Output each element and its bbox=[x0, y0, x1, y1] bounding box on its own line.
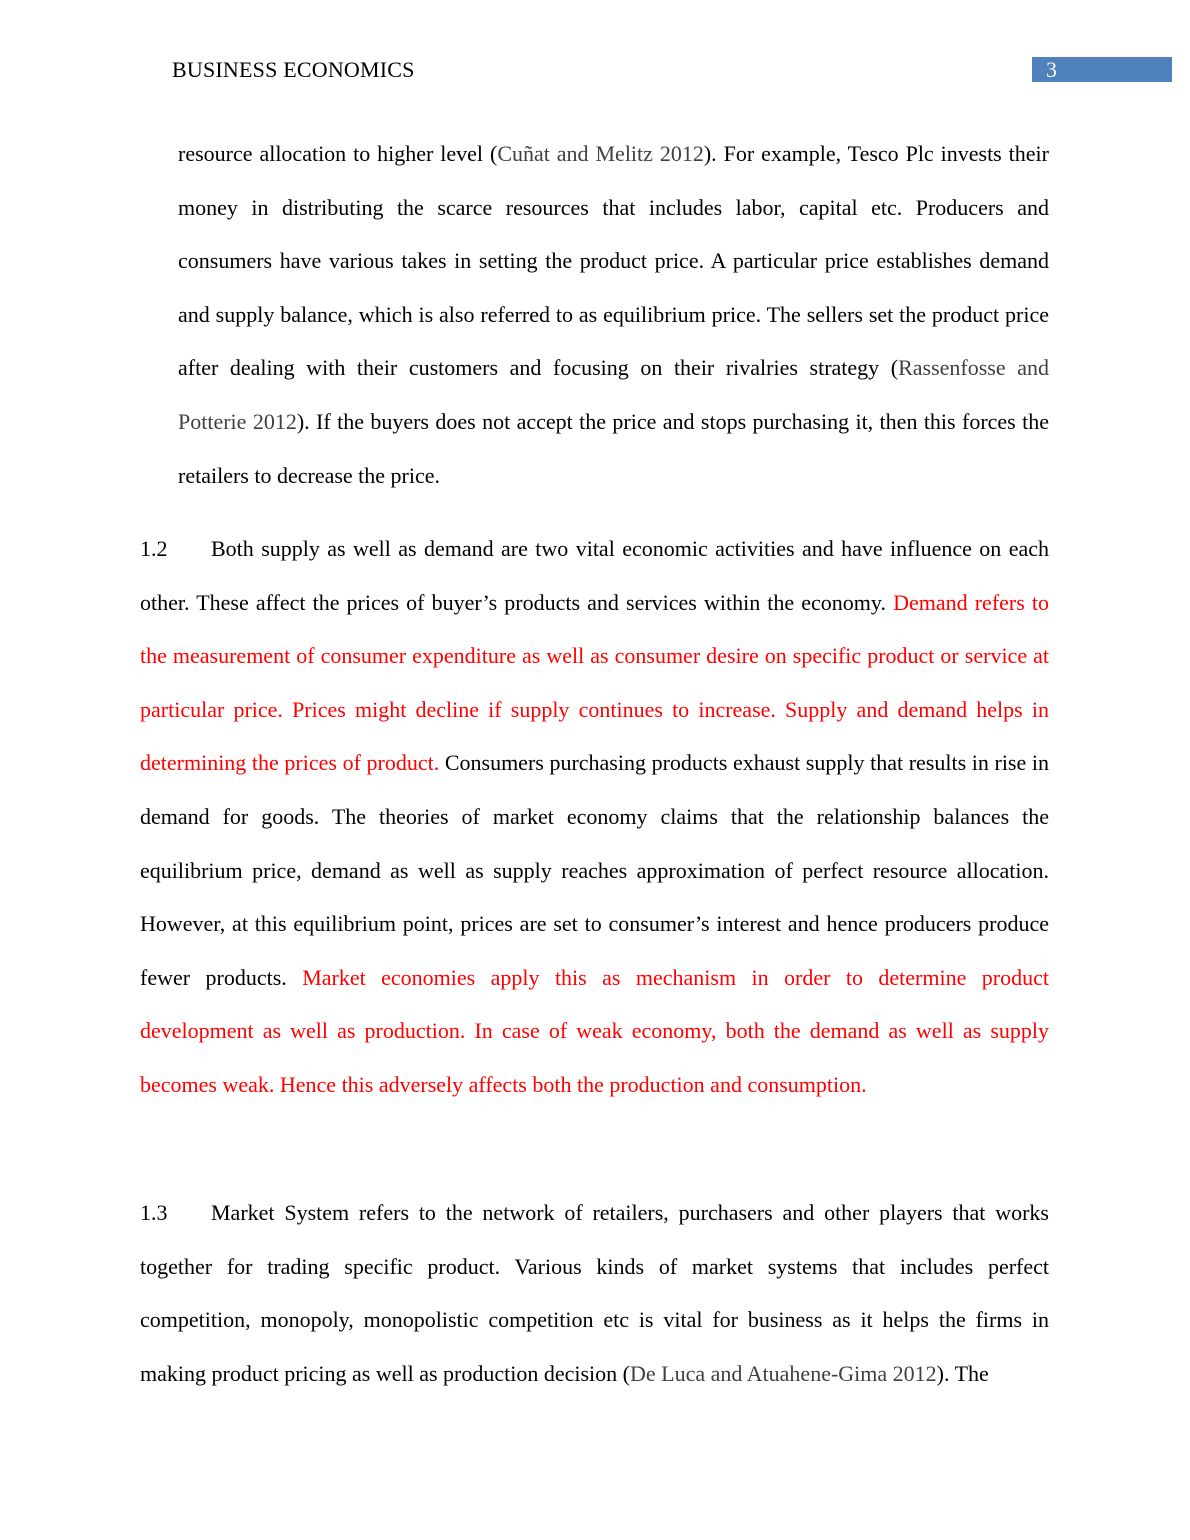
citation-cunat-melitz: Cuñat and Melitz 2012 bbox=[497, 141, 704, 166]
paragraph-1-1-continued bbox=[178, 127, 1049, 502]
section-1-3-paragraph bbox=[140, 1186, 1049, 1400]
citation-rassenfosse-potterie: Rassenfosse and Potterie 2012 bbox=[178, 355, 1049, 434]
section-number: 1.2 bbox=[140, 536, 168, 561]
paragraph-text: ). If the buyers does not accept the price and stops purchasing it, then this forces the retailers to decrease the price. bbox=[178, 408, 1050, 488]
header-title: BUSINESS ECONOMICS bbox=[172, 57, 415, 82]
paragraph-text: Market System refers to the network of retailers, purchasers and other players that works together for trading specific product. Various kinds of market systems that includes perfect competition, monopoly, monopolistic competition etc is vital for business as it helps the firms in making product pricing as well as production decision ( bbox=[140, 1200, 1049, 1386]
page-number: 3 bbox=[1046, 57, 1057, 82]
paragraph-text: resource allocation to higher level ( bbox=[178, 141, 498, 166]
section-number: 1.3 bbox=[140, 1200, 168, 1225]
highlighted-text: Market economies apply this as mechanism in order to determine product development as well as production. In case of weak economy, both the demand as well as supply becomes weak. Hence this adversely affects both the production and consumption. bbox=[140, 964, 1049, 1097]
page-number-box bbox=[1032, 57, 1172, 82]
paragraph-text: ). For example, Tesco Plc invests their money in distributing the scarce resources that includes labor, capital etc. Producers and consumers have various takes in setting the product price. A particular price establishes demand and supply balance, which is also referred to as equilibrium price. The sellers set the product price after dealing with their customers and focusing on their rivalries strategy ( bbox=[178, 141, 1049, 381]
section-1-2-paragraph bbox=[140, 522, 1049, 1112]
paragraph-text: Both supply as well as demand are two vital economic activities and have influence on each other. These affect the prices of buyer’s products and services within the economy. bbox=[140, 536, 1049, 615]
paragraph-text: ). The bbox=[936, 1360, 989, 1386]
paragraph-text: Consumers purchasing products exhaust supply that results in rise in demand for goods. The theories of market economy claims that the relationship balances the equilibrium price, demand as well as supply reaches approximation of perfect resource allocation. However, at this equilibrium point, prices are set to consumer’s interest and hence producers produce fewer products. bbox=[140, 750, 1049, 990]
citation-de-luca-atuahene-gima: De Luca and Atuahene-Gima 2012 bbox=[630, 1360, 937, 1386]
highlighted-text: Demand refers to the measurement of consumer expenditure as well as consumer desire on specific product or service at particular price. Prices might decline if supply continues to increase. Supply and demand helps in determining the prices of product. bbox=[140, 589, 1050, 776]
